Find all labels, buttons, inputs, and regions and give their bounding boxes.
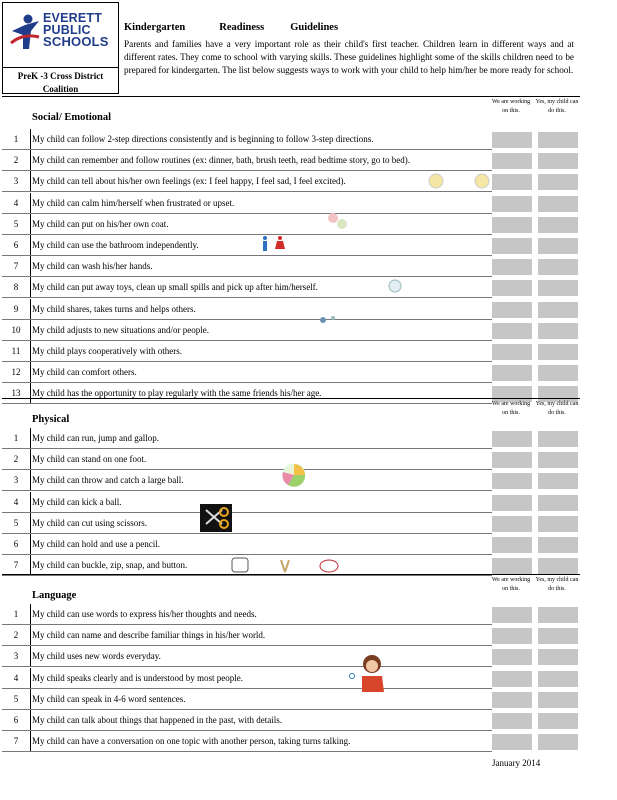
row-rule — [2, 751, 492, 752]
row-divider — [30, 513, 31, 534]
row-divider — [30, 492, 31, 513]
checkbox-can-do[interactable] — [538, 734, 578, 750]
checkbox-working-on[interactable] — [492, 734, 532, 750]
checkbox-can-do[interactable] — [538, 365, 578, 381]
checkbox-working-on[interactable] — [492, 649, 532, 665]
row-divider — [30, 277, 31, 298]
row-text: My child can comfort others. — [32, 367, 137, 378]
checklist-row — [2, 534, 580, 555]
column-header-working: We are working on this. — [491, 577, 531, 592]
checkbox-can-do[interactable] — [538, 344, 578, 360]
row-text: My child can calm him/herself when frustrated or upset. — [32, 197, 235, 208]
checkbox-working-on[interactable] — [492, 607, 532, 623]
row-rule — [2, 403, 492, 404]
checklist-row — [2, 668, 580, 689]
row-number: 11 — [11, 346, 21, 356]
checkbox-working-on[interactable] — [492, 713, 532, 729]
row-divider — [30, 150, 31, 171]
checklist-row — [2, 689, 580, 710]
checkbox-working-on[interactable] — [492, 323, 532, 339]
row-divider — [30, 534, 31, 555]
row-text: My child can name and describe familiar things in his/her world. — [32, 630, 266, 641]
row-number: 2 — [13, 454, 19, 465]
checkbox-can-do[interactable] — [538, 302, 578, 318]
checklist-row — [2, 731, 580, 752]
row-number: 7 — [13, 736, 19, 747]
row-divider — [30, 299, 31, 320]
row-text: My child adjusts to new situations and/or people. — [32, 324, 209, 335]
checkbox-can-do[interactable] — [538, 280, 578, 296]
checklist-row — [2, 129, 580, 150]
row-text: My child can have a conversation on one topic with another person, taking turns talking. — [32, 736, 351, 747]
row-text: My child can buckle, zip, snap, and button. — [32, 560, 188, 571]
row-number: 3 — [13, 176, 19, 187]
row-divider — [30, 625, 31, 646]
checkbox-can-do[interactable] — [538, 628, 578, 644]
row-divider — [30, 689, 31, 710]
checklist-row — [2, 513, 580, 534]
row-divider — [30, 449, 31, 470]
row-text: My child can kick a ball. — [32, 496, 122, 507]
coat-clipart-icon — [325, 210, 351, 234]
checkbox-can-do[interactable] — [538, 537, 578, 553]
checkbox-working-on[interactable] — [492, 473, 532, 489]
checklist-row — [2, 320, 580, 341]
logo-area — [3, 3, 118, 68]
checkbox-working-on[interactable] — [492, 671, 532, 687]
checklist-row — [2, 341, 580, 362]
checkbox-can-do[interactable] — [538, 452, 578, 468]
scissors-icon — [200, 504, 232, 532]
row-number: 2 — [13, 630, 19, 641]
row-number: 5 — [13, 693, 19, 704]
row-number: 2 — [13, 155, 19, 166]
row-number: 1 — [13, 134, 19, 144]
checkbox-working-on[interactable] — [492, 558, 532, 574]
row-number: 4 — [13, 672, 19, 683]
checklist-row — [2, 428, 580, 449]
district-logo-box — [2, 2, 119, 94]
row-divider — [30, 428, 31, 449]
checklist-row — [2, 214, 580, 235]
row-text: My child can hold and use a pencil. — [32, 539, 160, 549]
checklist-row — [2, 256, 580, 277]
figure-icon — [9, 13, 41, 53]
column-header-can-do: Yes, my child can do this. — [535, 401, 579, 416]
checkbox-can-do[interactable] — [538, 196, 578, 212]
row-number: 7 — [13, 560, 19, 571]
row-divider — [30, 129, 31, 150]
checkbox-working-on[interactable] — [492, 537, 532, 553]
checkbox-can-do[interactable] — [538, 132, 578, 148]
row-text: My child can run, jump and gallop. — [32, 433, 159, 443]
checklist-row — [2, 299, 580, 320]
checkbox-can-do[interactable] — [538, 516, 578, 532]
row-text: My child can put away toys, clean up small spills and pick up after him/herself. — [32, 282, 318, 293]
row-number: 7 — [13, 261, 19, 272]
checklist-row — [2, 646, 580, 667]
row-text: My child can put on his/her own coat. — [32, 218, 169, 229]
checkbox-can-do[interactable] — [538, 671, 578, 687]
row-number: 1 — [13, 609, 19, 619]
checkbox-working-on[interactable] — [492, 495, 532, 511]
column-header-can-do: Yes, my child can do this. — [535, 99, 579, 114]
coalition-label: PreK -3 Cross District Coalition — [17, 71, 104, 94]
row-number: 4 — [13, 496, 19, 507]
checkbox-working-on[interactable] — [492, 302, 532, 318]
row-text: My child speaks clearly and is understood by most people. — [32, 672, 243, 683]
row-number: 4 — [13, 197, 19, 208]
checkbox-working-on[interactable] — [492, 280, 532, 296]
restroom-icon — [258, 235, 288, 253]
section-title: Social/ Emotional — [32, 112, 112, 123]
child-speaking-icon — [346, 650, 392, 694]
footer-date: January 2014 — [492, 758, 541, 768]
ball-icon — [280, 462, 308, 488]
checkbox-can-do[interactable] — [538, 217, 578, 233]
checkbox-working-on[interactable] — [492, 238, 532, 254]
checkbox-working-on[interactable] — [492, 516, 532, 532]
row-text: My child has the opportunity to play regularly with the same friends his/her age. — [32, 388, 322, 399]
row-divider — [30, 470, 31, 491]
row-text: My child can cut using scissors. — [32, 517, 147, 528]
row-divider — [30, 604, 31, 625]
checkbox-working-on[interactable] — [492, 259, 532, 275]
row-divider — [30, 193, 31, 214]
row-number: 5 — [13, 517, 19, 528]
row-divider — [30, 171, 31, 192]
checkbox-can-do[interactable] — [538, 238, 578, 254]
row-divider — [30, 731, 31, 752]
checklist-row — [2, 604, 580, 625]
row-text: My child can stand on one foot. — [32, 454, 147, 465]
row-number: 12 — [11, 367, 21, 378]
checkbox-working-on[interactable] — [492, 174, 532, 190]
row-rule — [2, 575, 492, 576]
checkbox-working-on[interactable] — [492, 365, 532, 381]
checkbox-can-do[interactable] — [538, 692, 578, 708]
checkbox-working-on[interactable] — [492, 452, 532, 468]
section-title: Physical — [32, 414, 70, 425]
logo-text: EVERETT PUBLIC SCHOOLS — [43, 11, 109, 49]
checkbox-can-do[interactable] — [538, 323, 578, 339]
checkbox-working-on[interactable] — [492, 196, 532, 212]
row-text: My child can remember and follow routines (ex: dinner, bath, brush teeth, read bedtime story, go to bed). — [32, 155, 410, 166]
checkbox-can-do[interactable] — [538, 431, 578, 447]
column-header-working: We are working on this. — [491, 99, 531, 114]
checkbox-working-on[interactable] — [492, 431, 532, 447]
row-text: My child shares, takes turns and helps others. — [32, 303, 196, 314]
row-text: My child plays cooperatively with others. — [32, 346, 182, 356]
page-title: Kindergarten Readiness Guidelines — [124, 22, 339, 33]
row-text: My child can speak in 4-6 word sentences. — [32, 693, 186, 704]
row-number: 1 — [13, 433, 19, 443]
checklist-row — [2, 492, 580, 513]
checkbox-can-do[interactable] — [538, 649, 578, 665]
checklist-row — [2, 193, 580, 214]
row-text: My child uses new words everyday. — [32, 651, 161, 662]
section-divider — [2, 96, 580, 97]
row-divider — [30, 320, 31, 341]
section-divider — [2, 398, 580, 399]
checkbox-working-on[interactable] — [492, 692, 532, 708]
row-divider — [30, 341, 31, 362]
row-number: 8 — [13, 282, 19, 293]
checkbox-working-on[interactable] — [492, 628, 532, 644]
checkbox-can-do[interactable] — [538, 259, 578, 275]
row-number: 10 — [11, 324, 21, 335]
checklist-row — [2, 235, 580, 256]
checkbox-working-on[interactable] — [492, 344, 532, 360]
column-header-can-do: Yes, my child can do this. — [535, 577, 579, 592]
checklist-row — [2, 710, 580, 731]
intro-paragraph: Parents and families have a very important role as their child's first teacher. Children learn in different ways and at different rates. They come to school with varying skills. These guidelines highlight some of the skills children need to be prepared for kindergarten. The list below suggests ways to work with your child to help him/her be more ready for school. — [124, 39, 574, 76]
checklist-row — [2, 150, 580, 171]
checkbox-working-on[interactable] — [492, 153, 532, 169]
row-divider — [30, 362, 31, 383]
row-divider — [30, 710, 31, 731]
checkbox-can-do[interactable] — [538, 153, 578, 169]
row-divider — [30, 668, 31, 689]
row-text: My child can talk about things that happened in the past, with details. — [32, 715, 282, 725]
row-text: My child can tell about his/her own feelings (ex: I feel happy, I feel sad, I feel excited). — [32, 176, 346, 187]
row-number: 6 — [13, 715, 19, 725]
row-number: 6 — [13, 539, 19, 549]
section-title: Language — [32, 590, 77, 601]
checkbox-can-do[interactable] — [538, 713, 578, 729]
row-number: 6 — [13, 240, 19, 250]
checklist-row — [2, 625, 580, 646]
checklist-row — [2, 277, 580, 298]
row-text: My child can throw and catch a large ball. — [32, 475, 184, 486]
row-divider — [30, 214, 31, 235]
row-text: My child can use the bathroom independently. — [32, 240, 199, 250]
row-number: 9 — [13, 303, 19, 314]
row-divider — [30, 646, 31, 667]
checkbox-can-do[interactable] — [538, 607, 578, 623]
checklist-row — [2, 362, 580, 383]
row-number: 3 — [13, 475, 19, 486]
row-text: My child can follow 2-step directions consistently and is beginning to follow 3-step directions. — [32, 134, 374, 144]
row-text: My child can wash his/her hands. — [32, 261, 153, 272]
row-divider — [30, 383, 31, 404]
new-situation-icon — [315, 312, 343, 328]
row-number: 3 — [13, 651, 19, 662]
row-divider — [30, 235, 31, 256]
checkbox-can-do[interactable] — [538, 473, 578, 489]
clothing-clipart-icon — [231, 557, 346, 575]
row-number: 13 — [11, 388, 21, 399]
checkbox-can-do[interactable] — [538, 174, 578, 190]
row-text: My child can use words to express his/her thoughts and needs. — [32, 609, 257, 619]
checkbox-working-on[interactable] — [492, 132, 532, 148]
column-header-working: We are working on this. — [491, 401, 531, 416]
checkbox-can-do[interactable] — [538, 558, 578, 574]
toys-clipart-icon — [380, 276, 410, 296]
faces-clipart-icon — [424, 172, 496, 190]
row-number: 5 — [13, 218, 19, 229]
row-divider — [30, 256, 31, 277]
checkbox-can-do[interactable] — [538, 495, 578, 511]
checkbox-working-on[interactable] — [492, 217, 532, 233]
